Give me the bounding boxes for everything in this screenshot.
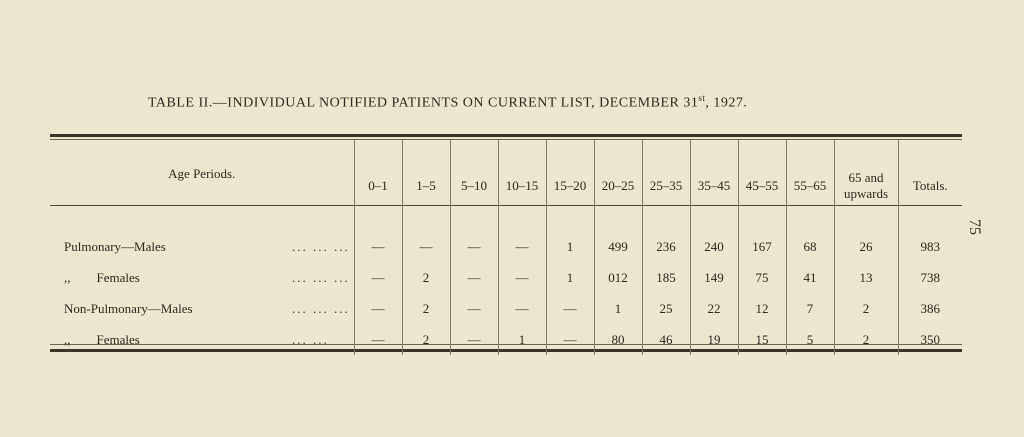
value-cell: —	[354, 293, 402, 324]
value-cell: 185	[642, 262, 690, 293]
row-label-cell	[50, 262, 354, 293]
value-cell: 75	[738, 262, 786, 293]
value-cell: 2	[402, 293, 450, 324]
leader-dots: ... ... ...	[292, 238, 350, 254]
age-periods-header: Age Periods.	[168, 166, 236, 181]
row-label: ,, Females	[64, 269, 140, 285]
total-cell: 738	[898, 262, 962, 293]
value-cell: —	[450, 293, 498, 324]
value-cell: 68	[786, 231, 834, 262]
value-cell: 1	[546, 231, 594, 262]
value-cell: 26	[834, 231, 898, 262]
col-header: 25–35	[642, 140, 690, 231]
col-header: 15–20	[546, 140, 594, 231]
top-double-rule	[50, 134, 962, 137]
col-header: 5–10	[450, 140, 498, 231]
row-label-cell	[50, 324, 354, 355]
row-label-cell	[50, 293, 354, 324]
table-row	[50, 324, 962, 355]
value-cell: 7	[786, 293, 834, 324]
col-header: 35–45	[690, 140, 738, 231]
row-label: Non-Pulmonary—Males	[64, 300, 193, 316]
value-cell: —	[354, 231, 402, 262]
value-cell: 5	[786, 324, 834, 355]
total-cell: 350	[898, 324, 962, 355]
value-cell: 12	[738, 293, 786, 324]
value-cell: 236	[642, 231, 690, 262]
table-row	[50, 293, 962, 324]
value-cell: —	[402, 231, 450, 262]
value-cell: —	[498, 262, 546, 293]
value-cell: 80	[594, 324, 642, 355]
title-tail: , 1927.	[705, 95, 748, 111]
row-label: ,, Females	[64, 331, 140, 347]
value-cell: 13	[834, 262, 898, 293]
value-cell: —	[546, 324, 594, 355]
value-cell: —	[450, 324, 498, 355]
value-cell: —	[546, 293, 594, 324]
value-cell: —	[354, 324, 402, 355]
col-header: Totals.	[898, 140, 962, 231]
total-cell: 983	[898, 231, 962, 262]
value-cell: 499	[594, 231, 642, 262]
leader-dots: ... ... ...	[292, 269, 350, 285]
value-cell: —	[450, 231, 498, 262]
value-cell: 2	[834, 324, 898, 355]
value-cell: 2	[402, 262, 450, 293]
row-label-cell	[50, 231, 354, 262]
value-cell: 240	[690, 231, 738, 262]
value-cell: 167	[738, 231, 786, 262]
header-row	[50, 140, 962, 231]
value-cell: 2	[402, 324, 450, 355]
col-header: 65 and upwards	[834, 140, 898, 231]
value-cell: 2	[834, 293, 898, 324]
leader-dots: ... ...	[292, 331, 329, 347]
value-cell: —	[450, 262, 498, 293]
value-cell: 46	[642, 324, 690, 355]
page-number: 75	[966, 219, 983, 235]
col-header: 1–5	[402, 140, 450, 231]
title-text: TABLE II.—INDIVIDUAL NOTIFIED PATIENTS ON CURRENT LIST, DECEMBER 31	[148, 95, 699, 111]
title-suffix: st	[698, 93, 706, 103]
value-cell: 1	[546, 262, 594, 293]
value-cell: —	[498, 231, 546, 262]
leader-dots: ... ... ...	[292, 300, 350, 316]
col-header: 0–1	[354, 140, 402, 231]
value-cell: —	[354, 262, 402, 293]
table-row	[50, 262, 962, 293]
value-cell: 012	[594, 262, 642, 293]
value-cell: 22	[690, 293, 738, 324]
patients-table	[50, 140, 962, 355]
table-row	[50, 231, 962, 262]
col-header: 20–25	[594, 140, 642, 231]
col-header: 55–65	[786, 140, 834, 231]
col-header: 45–55	[738, 140, 786, 231]
value-cell: 19	[690, 324, 738, 355]
total-cell: 386	[898, 293, 962, 324]
value-cell: —	[498, 293, 546, 324]
table-title	[148, 93, 747, 112]
col-header: 10–15	[498, 140, 546, 231]
value-cell: 15	[738, 324, 786, 355]
value-cell: 1	[594, 293, 642, 324]
value-cell: 41	[786, 262, 834, 293]
row-label: Pulmonary—Males	[64, 238, 166, 254]
value-cell: 25	[642, 293, 690, 324]
value-cell: 1	[498, 324, 546, 355]
value-cell: 149	[690, 262, 738, 293]
